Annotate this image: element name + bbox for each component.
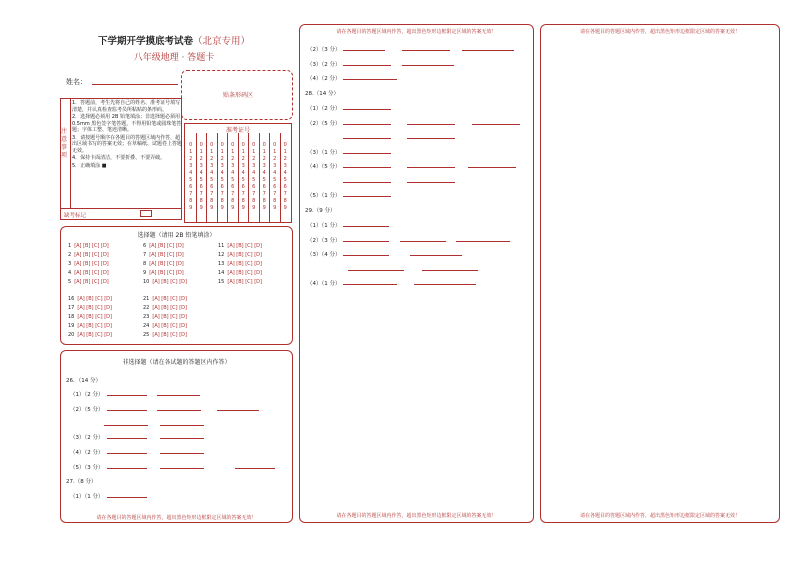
ticket-digit[interactable]: 3	[252, 163, 256, 169]
mc-options[interactable]: [A] [B] [C] [D]	[152, 323, 187, 329]
answer-column-3[interactable]	[540, 24, 780, 523]
mc-options[interactable]: [A] [B] [C] [D]	[74, 270, 109, 276]
mc-number: 13	[218, 261, 225, 267]
ticket-digit[interactable]: 1	[283, 149, 287, 155]
ticket-digit[interactable]: 6	[283, 184, 287, 190]
mc-item[interactable]	[143, 296, 187, 302]
mc-number: 14	[218, 270, 225, 276]
ticket-digit[interactable]: 9	[241, 205, 245, 211]
answer-line[interactable]	[407, 167, 455, 168]
ticket-digit[interactable]: 3	[210, 163, 214, 169]
exam-title: 下学期开学摸底考试卷（北京专用）	[97, 36, 251, 47]
note-item: 3．请按题号顺序在各题目的答题区域内作答，超出区域书写的答案无效；在草稿纸、试题卷上答题无效。	[72, 134, 183, 154]
mc-number: 15	[218, 279, 225, 285]
answer-line[interactable]	[343, 109, 391, 110]
mc-number: 8	[143, 261, 147, 267]
ticket-digit[interactable]: 2	[252, 156, 256, 162]
notes-list	[72, 100, 182, 170]
mc-item[interactable]	[68, 261, 109, 267]
mc-item[interactable]	[218, 270, 262, 276]
answer-line[interactable]	[407, 138, 455, 139]
ticket-digit[interactable]: 9	[210, 205, 214, 211]
mc-number: 11	[218, 243, 225, 249]
answer-line[interactable]	[157, 410, 201, 411]
ticket-digit[interactable]: 8	[189, 198, 193, 204]
ticket-digit[interactable]: 4	[241, 170, 245, 176]
mc-number: 2	[68, 252, 72, 258]
ticket-digit[interactable]: 5	[283, 177, 287, 183]
ticket-digit[interactable]: 0	[262, 142, 266, 148]
mc-options[interactable]: [A] [B] [C] [D]	[152, 305, 187, 311]
ticket-digit[interactable]: 4	[273, 170, 277, 176]
mc-options[interactable]: [A] [B] [C] [D]	[77, 332, 112, 338]
mc-number: 1	[68, 243, 72, 249]
answer-line[interactable]	[107, 497, 147, 498]
ticket-digit[interactable]: 5	[252, 177, 256, 183]
answer-line[interactable]	[160, 453, 204, 454]
mc-options[interactable]: [A] [B] [C] [D]	[77, 323, 112, 329]
answer-column-2	[299, 24, 534, 523]
ticket-digit[interactable]: 0	[231, 142, 235, 148]
ticket-digit[interactable]: 7	[199, 191, 203, 197]
answer-line[interactable]	[343, 124, 391, 125]
mc-item[interactable]	[143, 279, 187, 285]
mc-options[interactable]: [A] [B] [C] [D]	[74, 243, 109, 249]
mc-item[interactable]	[218, 279, 262, 285]
ticket-digit[interactable]: 1	[273, 149, 277, 155]
ticket-column[interactable]	[280, 133, 291, 223]
q28-label: 28.（14 分）	[305, 91, 339, 97]
answer-line[interactable]	[343, 255, 389, 256]
ticket-digit[interactable]: 8	[283, 198, 287, 204]
mc-options[interactable]: [A] [B] [C] [D]	[149, 261, 184, 267]
mc-number: 7	[143, 252, 147, 258]
ticket-digit[interactable]: 2	[210, 156, 214, 162]
mc-item[interactable]	[218, 261, 262, 267]
ticket-digit[interactable]: 7	[189, 191, 193, 197]
ticket-digit[interactable]: 9	[189, 205, 193, 211]
mc-item[interactable]	[143, 261, 184, 267]
ticket-digit[interactable]: 0	[273, 142, 277, 148]
q28-part: （2）（5 分）	[307, 121, 341, 127]
missing-checkbox[interactable]	[140, 210, 152, 217]
q-part: （3）（2 分）	[307, 62, 341, 68]
ticket-digit[interactable]: 6	[231, 184, 235, 190]
mc-number: 25	[143, 332, 150, 338]
ticket-digit[interactable]: 6	[199, 184, 203, 190]
answer-line[interactable]	[343, 167, 391, 168]
ticket-digit[interactable]: 3	[241, 163, 245, 169]
q28-part: （3）（1 分）	[307, 150, 341, 156]
mc-item[interactable]	[68, 323, 112, 329]
mc-options[interactable]: [A] [B] [C] [D]	[227, 243, 262, 249]
answer-line[interactable]	[402, 65, 454, 66]
ticket-column[interactable]	[186, 133, 196, 223]
ticket-digit[interactable]: 4	[231, 170, 235, 176]
ticket-digit[interactable]: 3	[273, 163, 277, 169]
mc-title: 选择题（请用 2B 铅笔填涂）	[137, 232, 216, 239]
ticket-digit[interactable]: 2	[189, 156, 193, 162]
ticket-digit[interactable]: 0	[220, 142, 224, 148]
mc-number: 10	[143, 279, 150, 285]
ticket-digit[interactable]: 4	[283, 170, 287, 176]
mc-options[interactable]: [A] [B] [C] [D]	[152, 279, 187, 285]
ticket-digit[interactable]: 6	[252, 184, 256, 190]
answer-line[interactable]	[472, 124, 520, 125]
answer-line[interactable]	[402, 50, 450, 51]
ticket-digit[interactable]: 4	[262, 170, 266, 176]
mc-item[interactable]	[68, 314, 112, 320]
ticket-digit[interactable]: 1	[252, 149, 256, 155]
ticket-digit[interactable]: 5	[189, 177, 193, 183]
ticket-column[interactable]	[206, 133, 217, 223]
missing-label: 缺考标记	[64, 213, 87, 219]
ticket-digit[interactable]: 8	[262, 198, 266, 204]
ticket-digit[interactable]: 7	[220, 191, 224, 197]
mc-item[interactable]	[143, 305, 187, 311]
notes-title: 注意事项	[61, 128, 68, 159]
warning-text: 请在各题目的答题区域内作答，超出黑色矩形边框限定区域的答案无效！	[96, 515, 257, 521]
q27-label: 27.（8 分）	[66, 479, 97, 485]
q-part: （2）（3 分）	[307, 47, 341, 53]
mc-options[interactable]: [A] [B] [C] [D]	[152, 296, 187, 302]
mc-number: 18	[68, 314, 75, 320]
ticket-digit[interactable]: 8	[199, 198, 203, 204]
mc-number: 16	[68, 296, 75, 302]
ticket-column[interactable]	[259, 133, 270, 223]
q26-label: 26．（14 分）	[66, 378, 101, 384]
mc-number: 3	[68, 261, 72, 267]
ticket-digit[interactable]: 5	[241, 177, 245, 183]
q26-part: （2）（5 分）	[70, 407, 104, 413]
q29-part: （1）（1 分）	[307, 223, 341, 229]
ticket-digit[interactable]: 0	[252, 142, 256, 148]
ticket-column[interactable]	[248, 133, 259, 223]
warning-text: 请在各题目的答题区域内作答，超出黑色矩形边框限定区域的答案无效！	[579, 29, 740, 35]
mc-options[interactable]: [A] [B] [C] [D]	[227, 270, 262, 276]
ticket-digit[interactable]: 7	[210, 191, 214, 197]
ticket-digit[interactable]: 7	[241, 191, 245, 197]
ticket-digit[interactable]: 6	[241, 184, 245, 190]
name-field[interactable]	[92, 84, 178, 85]
answer-line[interactable]	[422, 270, 478, 271]
ticket-digit[interactable]: 8	[220, 198, 224, 204]
mc-options[interactable]: [A] [B] [C] [D]	[77, 305, 112, 311]
warning-text: 请在各题目的答题区域内作答，超出黑色矩形边框限定区域的答案无效！	[336, 29, 497, 35]
ticket-digit[interactable]: 1	[189, 149, 193, 155]
mc-item[interactable]	[68, 279, 109, 285]
ticket-digit[interactable]: 3	[231, 163, 235, 169]
ticket-digit[interactable]: 6	[210, 184, 214, 190]
mc-item[interactable]	[68, 243, 109, 249]
ticket-digit[interactable]: 0	[210, 142, 214, 148]
answer-line[interactable]	[104, 425, 148, 426]
answer-line[interactable]	[107, 453, 147, 454]
ticket-digit[interactable]: 1	[220, 149, 224, 155]
ticket-digit[interactable]: 2	[241, 156, 245, 162]
ticket-digit[interactable]: 5	[210, 177, 214, 183]
ticket-digit[interactable]: 4	[210, 170, 214, 176]
answer-line[interactable]	[160, 425, 204, 426]
ticket-digit[interactable]: 7	[231, 191, 235, 197]
q26-part: （4）（2 分）	[70, 450, 104, 456]
ticket-digit[interactable]: 4	[199, 170, 203, 176]
exam-subtitle: 八年级地理 · 答题卡	[133, 53, 215, 63]
note-item: 4．保持卡面清洁，不要折叠、不要弄破。	[72, 155, 166, 161]
ticket-digit[interactable]: 7	[283, 191, 287, 197]
answer-line[interactable]	[456, 241, 510, 242]
q26-part: （3）（2 分）	[70, 435, 104, 441]
ticket-digit[interactable]: 9	[262, 205, 266, 211]
mc-options[interactable]: [A] [B] [C] [D]	[227, 252, 262, 258]
mc-item[interactable]	[143, 323, 187, 329]
ticket-digit[interactable]: 2	[199, 156, 203, 162]
mc-options[interactable]: [A] [B] [C] [D]	[77, 296, 112, 302]
ticket-digit[interactable]: 9	[283, 205, 287, 211]
answer-line[interactable]	[343, 196, 391, 197]
mc-item[interactable]	[143, 270, 184, 276]
q26-part: （1）（2 分）	[70, 392, 104, 398]
mc-number: 20	[68, 332, 75, 338]
mc-item[interactable]	[68, 332, 112, 338]
mc-options[interactable]: [A] [B] [C] [D]	[74, 261, 109, 267]
ticket-digit[interactable]: 2	[262, 156, 266, 162]
ticket-digit[interactable]: 5	[273, 177, 277, 183]
ticket-digit[interactable]: 0	[199, 142, 203, 148]
q-part: （4）（2 分）	[307, 76, 341, 82]
ticket-digit[interactable]: 8	[210, 198, 214, 204]
ticket-digit[interactable]: 2	[273, 156, 277, 162]
answer-line[interactable]	[160, 438, 204, 439]
ticket-digit[interactable]: 6	[273, 184, 277, 190]
ticket-digit[interactable]: 2	[283, 156, 287, 162]
mc-options[interactable]: [A] [B] [C] [D]	[149, 252, 184, 258]
mc-item[interactable]	[68, 296, 112, 302]
q28-part: （5）（1 分）	[307, 193, 341, 199]
answer-line[interactable]	[343, 79, 397, 80]
ticket-digit[interactable]: 7	[252, 191, 256, 197]
ticket-digit[interactable]: 1	[199, 149, 203, 155]
answer-line[interactable]	[343, 284, 397, 285]
ticket-digit[interactable]: 5	[231, 177, 235, 183]
ticket-column[interactable]	[217, 133, 228, 223]
answer-line[interactable]	[107, 410, 147, 411]
answer-line[interactable]	[235, 468, 275, 469]
mc-number: 9	[143, 270, 147, 276]
answer-line[interactable]	[160, 468, 204, 469]
ticket-digit[interactable]: 9	[273, 205, 277, 211]
ticket-digit[interactable]: 9	[231, 205, 235, 211]
nonmc-title: 非选择题（请在各试题的答题区内作答）	[122, 359, 231, 366]
answer-line[interactable]	[343, 241, 389, 242]
answer-line[interactable]	[343, 153, 391, 154]
answer-line[interactable]	[107, 438, 147, 439]
answer-line[interactable]	[400, 241, 446, 242]
answer-line[interactable]	[343, 226, 389, 227]
ticket-digit[interactable]: 1	[241, 149, 245, 155]
ticket-digit[interactable]: 6	[189, 184, 193, 190]
ticket-digit[interactable]: 4	[220, 170, 224, 176]
ticket-digit[interactable]: 2	[231, 156, 235, 162]
mc-item[interactable]	[68, 270, 109, 276]
ticket-digit[interactable]: 3	[199, 163, 203, 169]
q29-part: （4）（1 分）	[307, 281, 341, 287]
mc-options[interactable]: [A] [B] [C] [D]	[152, 314, 187, 320]
ticket-digit[interactable]: 5	[199, 177, 203, 183]
mc-item[interactable]	[218, 243, 262, 249]
ticket-digit[interactable]: 1	[262, 149, 266, 155]
answer-line[interactable]	[107, 468, 147, 469]
ticket-digit[interactable]: 7	[262, 191, 266, 197]
ticket-digit[interactable]: 8	[273, 198, 277, 204]
mc-options[interactable]: [A] [B] [C] [D]	[152, 332, 187, 338]
ticket-digit[interactable]: 6	[262, 184, 266, 190]
ticket-digit[interactable]: 9	[252, 205, 256, 211]
q29-part: （3）（4 分）	[307, 252, 341, 258]
mc-number: 17	[68, 305, 75, 311]
answer-line[interactable]	[407, 124, 455, 125]
mc-options[interactable]: [A] [B] [C] [D]	[227, 261, 262, 267]
ticket-column[interactable]	[238, 133, 249, 223]
mc-number: 4	[68, 270, 72, 276]
mc-number: 19	[68, 323, 75, 329]
ticket-column[interactable]	[227, 133, 238, 223]
mc-number: 5	[68, 279, 72, 285]
ticket-digit[interactable]: 3	[262, 163, 266, 169]
mc-number: 6	[143, 243, 147, 249]
answer-line[interactable]	[343, 182, 391, 183]
answer-line[interactable]	[468, 167, 516, 168]
mc-options[interactable]: [A] [B] [C] [D]	[74, 252, 109, 258]
name-label: 姓名：	[66, 78, 87, 86]
mc-options[interactable]: [A] [B] [C] [D]	[149, 270, 184, 276]
q29-part: （2）（3 分）	[307, 238, 341, 244]
ticket-digit[interactable]: 2	[220, 156, 224, 162]
answer-line[interactable]	[157, 395, 200, 396]
ticket-digit[interactable]: 8	[252, 198, 256, 204]
mc-number: 24	[143, 323, 150, 329]
answer-line[interactable]	[410, 255, 462, 256]
mc-item[interactable]	[143, 252, 184, 258]
ticket-digit[interactable]: 8	[241, 198, 245, 204]
mc-item[interactable]	[218, 252, 262, 258]
ticket-digit[interactable]: 0	[189, 142, 193, 148]
warning-text: 请在各题目的答题区域内作答，超出黑色矩形边框限定区域的答案无效！	[579, 513, 740, 519]
q27-part: （1）（1 分）	[70, 494, 104, 500]
q29-label: 29.（9 分）	[305, 208, 336, 214]
note-item: 2．选择题必须用 2B 铅笔填涂；非选择题必须用 0.5mm 黑色签字笔答题，不得用铅笔或圆珠笔答题；字体工整、笔迹清晰。	[72, 114, 182, 133]
mc-item[interactable]	[68, 305, 112, 311]
mc-item[interactable]	[68, 252, 109, 258]
note-item: 5．正确填涂 ■	[72, 162, 107, 169]
mc-number: 22	[143, 305, 150, 311]
mc-number: 12	[218, 252, 225, 258]
answer-line[interactable]	[107, 395, 147, 396]
answer-line[interactable]	[407, 182, 455, 183]
mc-options[interactable]: [A] [B] [C] [D]	[74, 279, 109, 285]
answer-line[interactable]	[343, 50, 385, 51]
ticket-digit[interactable]: 8	[231, 198, 235, 204]
answer-line[interactable]	[348, 270, 404, 271]
ticket-digit[interactable]: 5	[262, 177, 266, 183]
ticket-digit[interactable]: 9	[220, 205, 224, 211]
ticket-grid[interactable]	[186, 133, 290, 223]
ticket-column[interactable]	[196, 133, 207, 223]
ticket-column[interactable]	[269, 133, 280, 223]
mc-options[interactable]: [A] [B] [C] [D]	[149, 243, 184, 249]
ticket-digit[interactable]: 0	[241, 142, 245, 148]
answer-line[interactable]	[462, 50, 514, 51]
barcode-label: 贴条形码区	[222, 92, 253, 99]
answer-line[interactable]	[343, 138, 391, 139]
ticket-digit[interactable]: 3	[220, 163, 224, 169]
answer-line[interactable]	[414, 284, 476, 285]
mc-options[interactable]: [A] [B] [C] [D]	[227, 279, 262, 285]
note-item: 1．答题前，考生先将自己的姓名、准考证号填写清楚，并认真检查监考员所粘贴的条形码。	[72, 100, 181, 113]
ticket-title: 准考证号	[225, 127, 250, 134]
mc-number: 21	[143, 296, 150, 302]
ticket-digit[interactable]: 9	[199, 205, 203, 211]
ticket-digit[interactable]: 0	[283, 142, 287, 148]
ticket-digit[interactable]: 5	[220, 177, 224, 183]
q26-part: （5）（3 分）	[70, 465, 104, 471]
ticket-digit[interactable]: 4	[252, 170, 256, 176]
warning-text: 请在各题目的答题区域内作答，超出黑色矩形边框限定区域的答案无效！	[336, 513, 497, 519]
notes-divider	[70, 98, 71, 209]
answer-line[interactable]	[343, 65, 391, 66]
mc-options[interactable]: [A] [B] [C] [D]	[77, 314, 112, 320]
ticket-digit[interactable]: 7	[273, 191, 277, 197]
q28-part: （1）（2 分）	[307, 106, 341, 112]
ticket-digit[interactable]: 1	[231, 149, 235, 155]
mc-number: 23	[143, 314, 150, 320]
ticket-digit[interactable]: 4	[189, 170, 193, 176]
mc-item[interactable]	[143, 243, 184, 249]
ticket-digit[interactable]: 1	[210, 149, 214, 155]
q28-part: （4）（5 分）	[307, 164, 341, 170]
mc-item[interactable]	[143, 314, 187, 320]
ticket-digit[interactable]: 3	[283, 163, 287, 169]
mc-item[interactable]	[143, 332, 187, 338]
answer-line[interactable]	[217, 410, 259, 411]
ticket-digit[interactable]: 6	[220, 184, 224, 190]
ticket-digit[interactable]: 3	[189, 163, 193, 169]
